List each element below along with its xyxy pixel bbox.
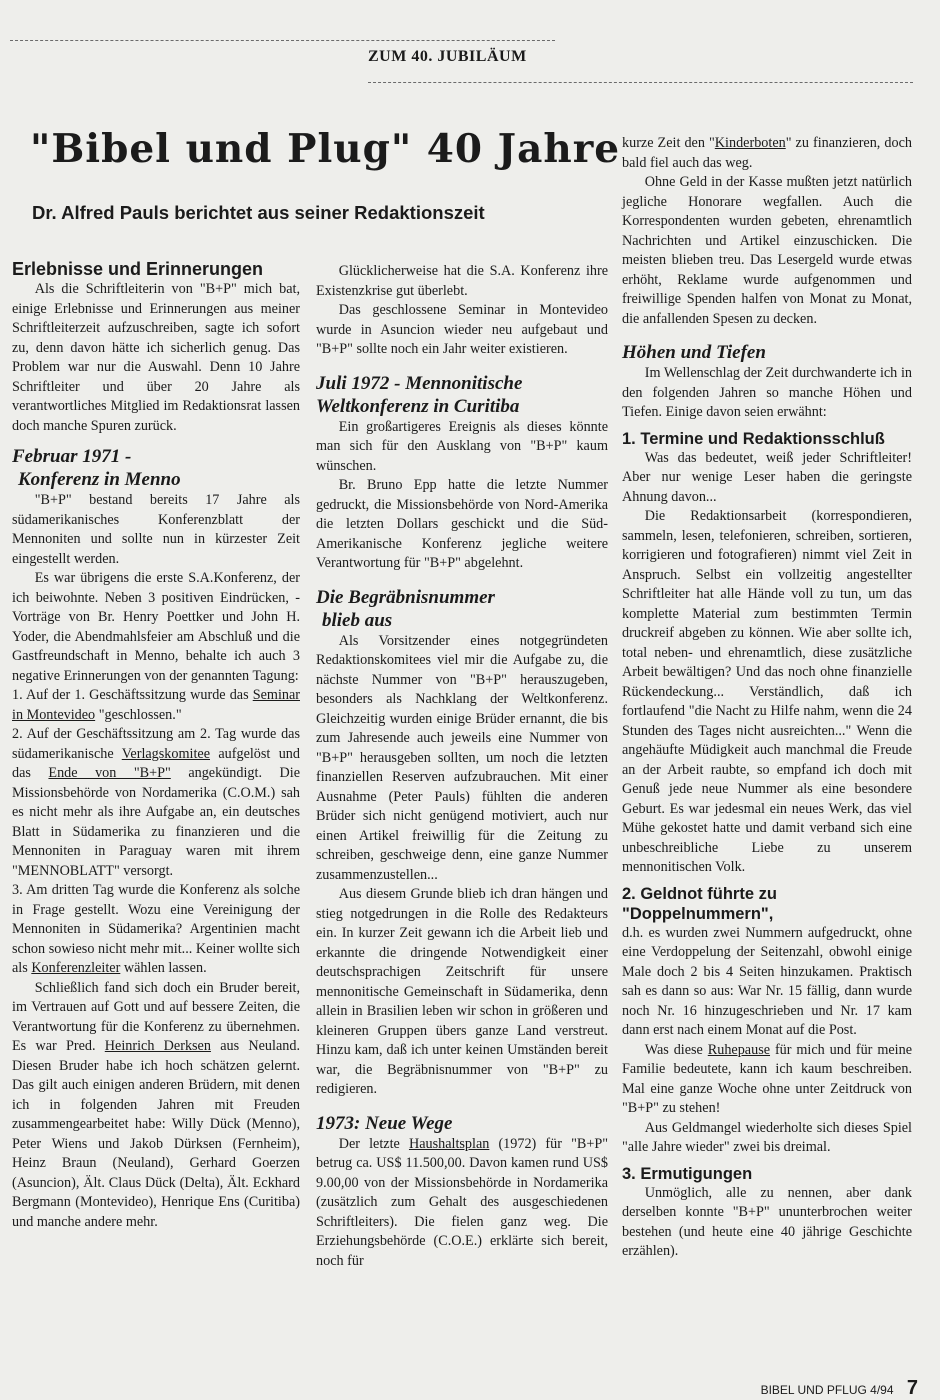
list-item xyxy=(12,725,300,881)
paragraph: Aus Geldmangel wiederholte sich dieses Spiel "alle Jahre wieder" zwei bis dreimal. xyxy=(622,1119,912,1155)
text: Der letzte xyxy=(338,1135,409,1152)
column-1 xyxy=(12,258,300,1232)
heading-line: Konferenz in Menno xyxy=(18,469,181,490)
heading-line: Juli 1972 - Mennonitische xyxy=(316,372,523,394)
heading-line: Die Begräbnisnummer xyxy=(316,586,495,608)
heading-line: "Doppelnummern", xyxy=(622,904,774,923)
paragraph: Es war übrigens die erste S.A.Konferenz, der ich beiwohnte. Neben 3 positiven Eindrücken, - Vorträge von Br. Henry Poettker und John H. Yoder, die Abendmahlsfeier am Abschluß und die Gastfreundschaft in Menno, behalte ich auch 3 negative Erinnerungen von der genannten Tagung: xyxy=(12,570,300,684)
text: aus Neuland. Diesen Bruder habe ich hoch schätzen gelernt. Das gilt auch einigen anderen Brüdern, mit denen ich in folgenden Jahren mit Freuden zusammengearbeitet habe: Willy Dück (Menno), Peter Wiens und Jakob Dürksen (Fernheim), Heinz Braun (Neuland), Gerhard Goerzen (Asuncion), Ält. Claus Dück (Delta), Ält. Eckhard Bergmann (Montevideo), Henrique Ens (Curitiba) und manche andere mehr. xyxy=(12,1038,300,1230)
column-2 xyxy=(316,262,608,1271)
paragraph xyxy=(622,134,912,173)
text: für mich und für meine Familie bedeutete, kann ich kaum beschreiben. Mal eine ganze Woche ohne unter Zeitdruck von "B+P" zu stehen! xyxy=(622,1041,912,1116)
heading-line: 2. Geldnot führte zu xyxy=(622,884,777,903)
underlined-text: Haushaltsplan xyxy=(408,1135,490,1152)
heading-juli-1972 xyxy=(316,372,608,418)
publication-name: BIBEL UND PFLUG xyxy=(760,1383,867,1397)
heading-line: Weltkonferenz in Curitiba xyxy=(316,395,520,417)
page-footer xyxy=(761,1377,918,1400)
issue-number: 4/94 xyxy=(870,1383,894,1397)
underlined-text: Kinderboten xyxy=(714,135,786,151)
heading-begraebnisnummer xyxy=(316,586,608,632)
heading-termine: 1. Termine und Redaktionsschluß xyxy=(622,429,885,448)
text: " zu finanzieren, doch bald fiel auch das weg. xyxy=(622,135,912,171)
text: (1972) für "B+P" betrug ca. US$ 11.500,00. Davon kamen rund US$ 9.00,00 von der Missionsbehörde in Nordamerika (zusätzlich zum Gehalt des ausgeschiedenen Schriftleiters). Die fielen ganz weg. Die Erziehungsbehörde (C.O.E.) erklärte sich bereit, noch für xyxy=(316,1135,609,1269)
heading-ermutigungen: 3. Ermutigungen xyxy=(622,1164,753,1183)
paragraph: d.h. es wurden zwei Nummern aufgedruckt, ohne eine Verdoppelung der Seitenzahl, obwohl einige Male doch 2 bis 4 Seiten hinzukamen. Praktisch sah es dann so aus: War Nr. 15 fällig, dann wurde noch Nr. 16 hinzugeschrieben und Nr. 17 kam dann erst nach einem Monat auf die Post. xyxy=(622,924,912,1038)
text: aufgelöst und das xyxy=(12,745,300,781)
header-rule xyxy=(368,82,913,83)
underlined-text: Seminar in Montevideo xyxy=(12,687,300,723)
underlined-text: Verlagskomitee xyxy=(121,745,210,762)
paragraph: Was das bedeutet, weiß jeder Schriftleiter! Aber nur wenige Leser haben die geringste Ahnung davon... xyxy=(622,449,912,505)
paragraph: Br. Bruno Epp hatte die letzte Nummer gedruckt, die Missionsbehörde von Nord-Amerika die letzten Dollars geschickt und die Süd-Amerikanische Konferenz jegliche weitere Verantwortung für "B+P" abgelehnt. xyxy=(316,477,608,571)
heading-februar-1971 xyxy=(12,445,300,491)
column-3 xyxy=(622,134,912,1262)
text: wählen lassen. xyxy=(120,960,207,976)
paragraph xyxy=(316,1135,608,1272)
article-title: "Bibel und Plug" 40 Jahre xyxy=(30,126,621,172)
heading-line: blieb aus xyxy=(322,609,393,631)
text: kurze Zeit den " xyxy=(622,135,715,151)
list-item xyxy=(12,881,300,979)
section-heading: ZUM 40. JUBILÄUM xyxy=(368,48,527,65)
paragraph: Glücklicherweise hat die S.A. Konferenz ihre Existenzkrise gut überlebt. xyxy=(316,263,608,299)
paragraph: "B+P" bestand bereits 17 Jahre als südamerikanisches Konferenzblatt der Mennoniten und sollte nun in kürzester Zeit eingestellt werden. xyxy=(12,492,300,567)
paragraph: Ohne Geld in der Kasse mußten jetzt natürlich jegliche Honorare wegfallen. Auch die Korrespondenten wurden gebeten, ehrenamtlich Nachrichten und Artikel einzuschicken. Die meisten blieben treu. Das Lesergeld wurde etwas erhöht, Reklame wurde aufgenommen und freiwillige Spenden halfen von Monat zu Monat, die anfallenden Spesen zu decken. xyxy=(622,174,912,327)
underlined-text: Konferenzleiter xyxy=(31,960,121,976)
paragraph: Als Vorsitzender eines notgegründeten Redaktionskomitees viel mir die Aufgabe zu, die nächste Nummer von "B+P" herauszugeben, besonders als Nachklang der Weltkonferenz. Gleichzeitig wurden einige Brüder ernannt, die bis zum Jahresende auch jeweils eine Nummer von "B+P" herausgeben sollten, um noch die letzten finanziellen Reserven aufzubrauchen. Mit einer Ausnahme (Peter Pauls) fühlten die anderen Brüder sich nicht genügend motiviert, auch nur einen Artikel freiwillig für die Zeitung zu schreiben, geschweige denn, eine ganze Nummer zusammenzustellen... xyxy=(316,632,608,883)
paragraph xyxy=(12,979,300,1233)
text: Was diese xyxy=(644,1041,708,1058)
paragraph xyxy=(622,1041,912,1119)
list-item xyxy=(12,686,300,725)
heading-geldnot xyxy=(622,884,912,924)
paragraph: Die Redaktionsarbeit (korrespondieren, sammeln, lesen, telefonieren, schreiben, sortieren, korrigieren und fotografieren) nimmt viel Zeit in Anspruch. Selbst ein vollzeitig angestellter Schriftleiter hat alle Hände voll zu tun, um das komplette Material zum bestimmten Termin druckreif abgeben zu können. Wie aber sollte ich, total neben- und ehrenamtlich, diese zusätzliche Arbeit bewältigen? Und das noch ohne finanzielle Rückendeckung... Verständlich, daß ich fortlaufend "die Nacht zu Hilfe nahm, wenn die 24 Stunden des Tages nicht ausreichten..." Wenn die angehäufte Müdigkeit auch manchmal die Freude an der Arbeit raubte, so empfand ich doch mit Genuß jede neue Nummer als eine besondere Geburt. Es war jedesmal ein neues Werk, das viel Mühe gekostet hatte und damit verband sich eine unbeschreibliche Liebe zu unserem mennonitischen Volk. xyxy=(622,508,912,875)
article-subtitle: Dr. Alfred Pauls berichtet aus seiner Redaktionszeit xyxy=(32,202,485,223)
underlined-text: Ruhepause xyxy=(707,1041,771,1058)
heading-hoehen-und-tiefen: Höhen und Tiefen xyxy=(622,342,766,363)
text: "geschlossen." xyxy=(95,706,182,723)
page-number: 7 xyxy=(906,1377,918,1399)
paragraph: Das geschlossene Seminar in Montevideo wurde in Asuncion wieder neu aufgebaut und "B+P" sollte noch ein Jahr weiter existieren. xyxy=(316,302,608,357)
paragraph: Im Wellenschlag der Zeit durchwanderte ich in den folgenden Jahren so manche Höhen und Tiefen. Einige davon seien erwähnt: xyxy=(622,365,912,420)
text: angekündigt. Die Missionsbehörde von Nordamerika (C.O.M.) sah es nicht mehr als ihre Aufgabe an, ein deutsches Blatt in Südamerika zu finanzieren und die Mennoniten in Paraguay waren mit ihrem "MENNOBLATT" versorgt. xyxy=(12,765,300,879)
paragraph: Unmöglich, alle zu nennen, aber dank derselben konnte "B+P" ununterbrochen weiter bestehen (und heute eine 40 jährige Geschichte erzählen). xyxy=(622,1184,912,1259)
text: 2. Auf der Geschäftssitzung am 2. Tag wurde das südamerikanische xyxy=(12,726,300,762)
top-rule xyxy=(10,40,555,41)
underlined-text: Ende von "B+P" xyxy=(48,765,171,781)
paragraph: Als die Schriftleiterin von "B+P" mich bat, einige Erlebnisse und Erinnerungen aus meiner Schriftleiterzeit aufzuschreiben, sagte ich sofort zu, denn davon hätte ich sicherlich genug. Das Problem war nur die Auswahl. Denn 10 Jahre Schriftleiter und über 20 Jahre als verantwortliches Mitglied im Redaktionsrat lassen doch manche Spuren zurück. xyxy=(12,281,300,434)
paragraph: Ein großartigeres Ereignis als dieses könnte man sich für den Ausklang von "B+P" kaum wünschen. xyxy=(316,418,608,474)
heading-1973-neue-wege: 1973: Neue Wege xyxy=(316,1112,453,1134)
paragraph: Aus diesem Grunde blieb ich dran hängen und stieg notgedrungen in die Rolle des Redakteurs ein. In kurzer Zeit gewann ich die Arbeit lieb und erkannte die dringende Notwendigkeit einer deutschsprachigen Zeitschrift für unsere mennonitische Gemeinschaft in Südamerika, denn allein in Brasilien leben wir schon in größeren und kleineren Gruppen übers ganze Land verstreut. Hinzu kam, daß ich unter keinen Umständen bereit war, die Begräbnisnummer von "B+P" zu redigieren. xyxy=(316,886,608,1097)
text: 3. Am dritten Tag wurde die Konferenz als solche in Frage gestellt. Wozu eine Vereinigung der Mennoniten in Südamerika? Argentinien macht schon sowieso nicht mehr mit... Keiner wollte sich als xyxy=(12,882,300,976)
text: 1. Auf der 1. Geschäftssitzung wurde das xyxy=(12,687,253,703)
heading-line: Februar 1971 - xyxy=(12,446,132,467)
text: Schließlich fand sich doch ein Bruder bereit, im Vertrauen auf Gott und auf bessere Zeiten, die Verantwortung für die Konferenz zu übernehmen. Es war Pred. xyxy=(12,979,300,1054)
heading-erlebnisse: Erlebnisse und Erinnerungen xyxy=(12,259,264,279)
underlined-text: Heinrich Derksen xyxy=(104,1038,211,1054)
